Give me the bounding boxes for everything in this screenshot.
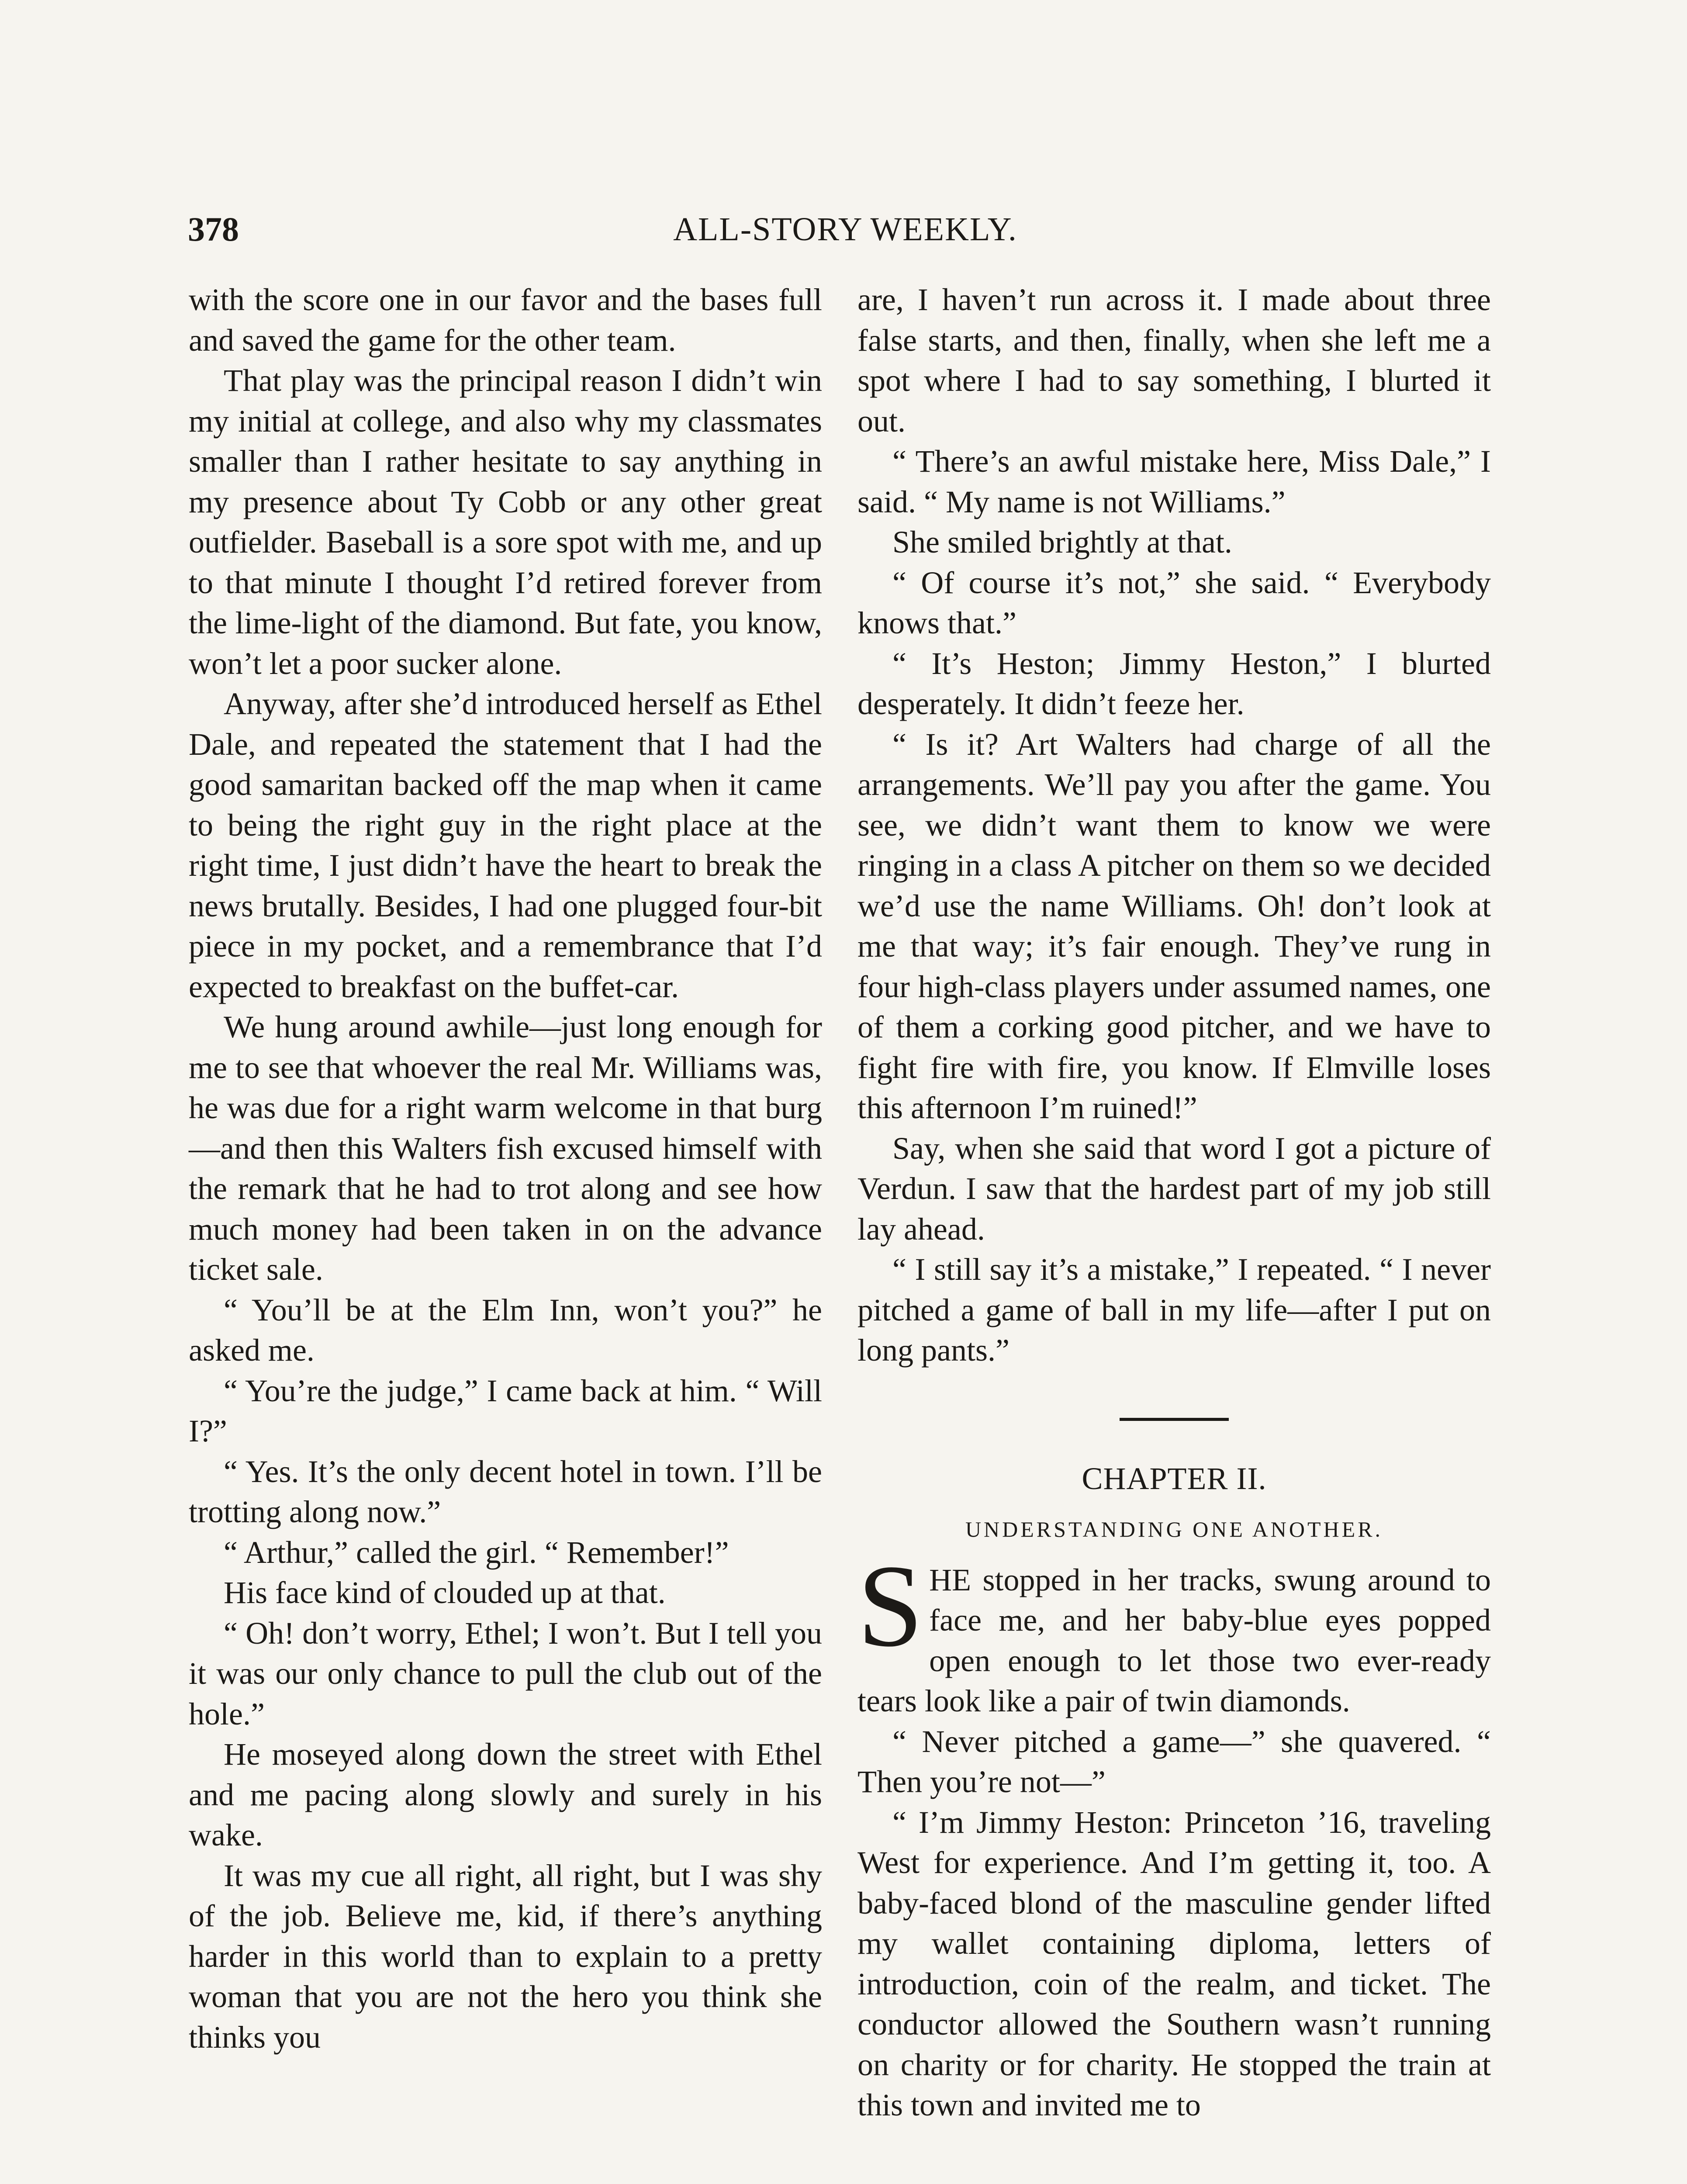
right-column (857, 280, 1491, 2125)
paragraph: We hung around awhile—just long enough for me to see that whoever the real Mr. Williams was, he was due for a right warm welcome in that burg—and then this Walters fish excused himself with the remark that he had to trot along and see how much money had been taken in on the advance ticket sale. (189, 1009, 822, 1287)
paragraph: “ You’re the judge,” I came back at him. “ Will I?” (189, 1373, 822, 1448)
chapter-first-paragraph (857, 1540, 1491, 1721)
paragraph: “ Is it? Art Walters had charge of all the arrangements. We’ll pay you after the game. You see, we didn’t want them to know we were ringing in a class A pitcher on them so we decided we’d use the name Williams. Oh! don’t look at me that way; it’s fair enough. They’ve rung in four high-class players under assumed names, one of them a corking good pitcher, and we have to fight fire with fire, you know. If Elmville loses this afternoon I’m ruined!” (857, 726, 1491, 1125)
paragraph: “ I’m Jimmy Heston: Princeton ’16, traveling West for experience. And I’m getting it, too. A baby-faced blond of the masculine gender lifted my wallet containing diploma, letters of introduction, coin of the realm, and ticket. The conductor allowed the Southern wasn’t running on charity or for charity. He stopped the train at this town and invited me to (857, 1804, 1491, 2122)
chapter-paragraphs (857, 1721, 1491, 2125)
paragraph: “ It’s Heston; Jimmy Heston,” I blurted desperately. It didn’t feeze her. (857, 646, 1491, 721)
paragraph: She smiled brightly at that. (892, 525, 1232, 560)
paragraph: “ Yes. It’s the only decent hotel in town. I’ll be trotting along now.” (189, 1454, 822, 1529)
paragraph: “ You’ll be at the Elm Inn, won’t you?” he asked me. (189, 1292, 822, 1368)
running-head: ALL-STORY WEEKLY. (673, 211, 1017, 248)
paragraph: “ There’s an awful mistake here, Miss Dale,” I said. “ My name is not Williams.” (857, 444, 1491, 519)
paragraph: “ I still say it’s a mistake,” I repeated. “ I never pitched a game of ball in my life—after I put on long pants.” (857, 1252, 1491, 1368)
chapter-first-paragraph-text: HE stopped in her tracks, swung around to face me, and her baby-blue eyes popped open enough to let those two ever-ready tears look like a pair of twin diamonds. (857, 1562, 1491, 1718)
right-column-paragraphs (857, 280, 1491, 1371)
drop-cap: S (857, 1540, 923, 1671)
paragraph: with the score one in our favor and the bases full and saved the game for the other team. (189, 282, 822, 358)
paragraph: It was my cue all right, all right, but I was shy of the job. Believe me, kid, if there’s anything harder in this world than to explain to a pretty woman that you are not the hero you think she thinks you (189, 1858, 822, 2055)
paragraph: Say, when she said that word I got a picture of Verdun. I saw that the hardest part of my job still lay ahead. (857, 1130, 1491, 1247)
paragraph: are, I haven’t run across it. I made about three false starts, and then, finally, when she left me a spot where I had to say something, I blurted it out. (857, 282, 1491, 439)
page-header (188, 205, 1503, 253)
paragraph: “ Of course it’s not,” she said. “ Everybody knows that.” (857, 565, 1491, 640)
page-number: 378 (188, 210, 239, 248)
left-column (189, 280, 822, 2057)
paragraph: “ Oh! don’t worry, Ethel; I won’t. But I tell you it was our only chance to pull the club out of the hole.” (189, 1615, 822, 1731)
paragraph: That play was the principal reason I didn’t win my initial at college, and also why my classmates smaller than I rather hesitate to say anything in my presence about Ty Cobb or any other great outfielder. Baseball is a sore spot with me, and up to that minute I thought I’d retired forever from the lime-light of the diamond. But fate, you know, won’t let a poor sucker alone. (189, 363, 822, 681)
paragraph: “ Never pitched a game—” she quavered. “ Then you’re not—” (857, 1724, 1491, 1799)
paragraph: His face kind of clouded up at that. (224, 1575, 666, 1610)
chapter-title: CHAPTER II. (1082, 1461, 1267, 1496)
paragraph: Anyway, after she’d introduced herself as Ethel Dale, and repeated the statement that I had the good samaritan backed off the map when it came to being the right guy in the right place at the right time, I just didn’t have the heart to break the news brutally. Besides, I had one plugged four-bit piece in my pocket, and a remembrance that I’d expected to breakfast on the buffet-car. (189, 686, 822, 1004)
paragraph: “ Arthur,” called the girl. “ Remember!” (224, 1534, 729, 1570)
paragraph: He moseyed along down the street with Ethel and me pacing along slowly and surely in his wake. (189, 1737, 822, 1852)
chapter-subtitle: UNDERSTANDING ONE ANOTHER. (965, 1517, 1383, 1541)
section-divider (1120, 1418, 1229, 1421)
